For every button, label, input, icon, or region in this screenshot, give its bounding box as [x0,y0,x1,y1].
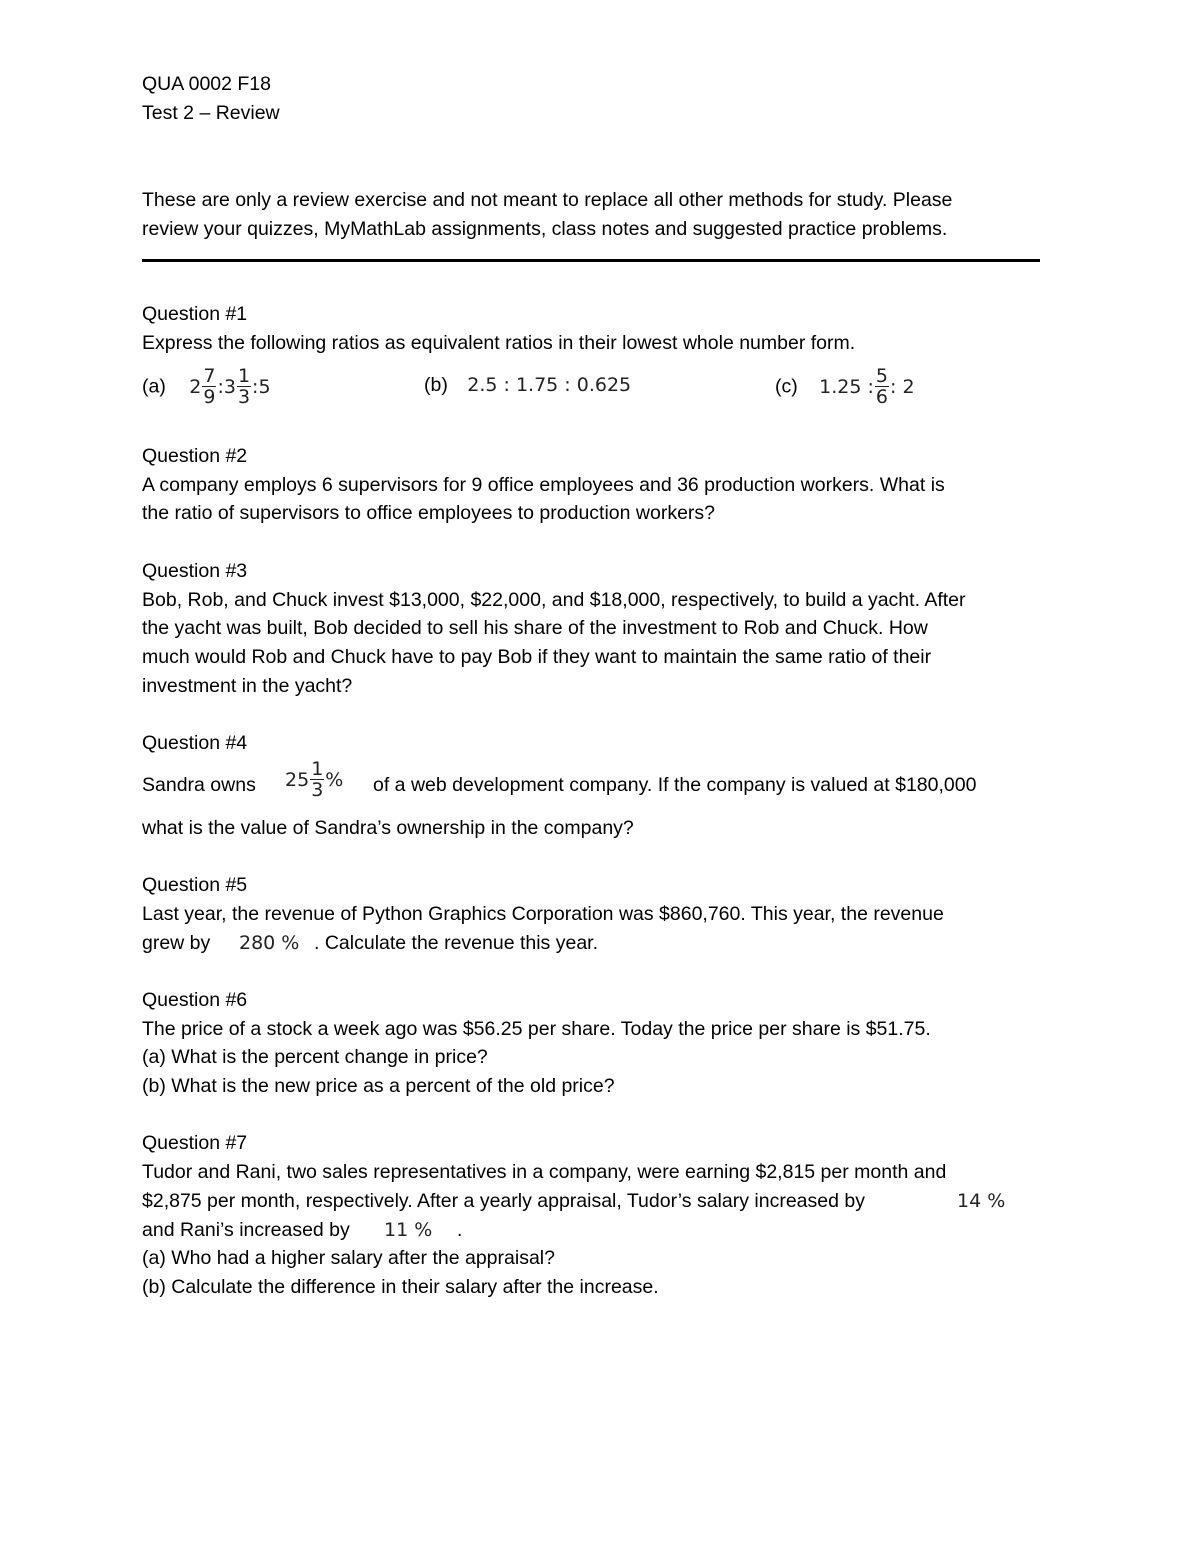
question-text: . Calculate the revenue this year. [314,932,598,954]
question-text: what is the value of Sandra’s ownership in the company? [142,817,634,839]
question-3 [142,557,1052,700]
question-title: Question #2 [142,445,248,467]
question-text: $2,875 per month, respectively. After a yearly appraisal, Tudor’s salary increased by [142,1190,865,1212]
mixed-percent [285,758,344,801]
percent-value: 280 % [239,932,300,954]
ratio-expression [819,365,915,408]
fraction [237,367,251,407]
part-label: (c) [775,375,798,398]
numerator: 7 [203,365,216,387]
q4-percent-expression [285,760,343,800]
denominator: 3 [237,386,251,408]
question-4 [142,729,1052,758]
question-subpart-a: (a) Who had a higher salary after the appraisal? [142,1247,555,1269]
denominator: 9 [203,386,216,408]
numerator: 1 [237,365,251,387]
question-text: much would Rob and Chuck have to pay Bob if they want to maintain the same ratio of their [142,646,932,669]
percent-value: 11 % [384,1219,433,1241]
percent-sign: % [325,768,344,791]
question-7 [142,1129,1052,1186]
q7-rate-tudor [957,1187,1005,1216]
horizontal-divider [142,259,1040,262]
question-subpart-b: (b) Calculate the difference in their salary after the increase. [142,1275,659,1298]
ratio-tail: :5 [252,375,271,398]
question-text: . [457,1219,463,1241]
question-text: A company employs 6 supervisors for 9 office employees and 36 production workers. What is [142,473,945,496]
q1-part-b [424,371,631,400]
percent-value: 14 % [957,1190,1006,1212]
ratio-tail: : 2 [890,375,915,398]
intro-paragraph [142,186,1052,243]
q7-line3-tail [457,1216,462,1245]
q5-rate [239,929,299,958]
q7-line3 [142,1216,350,1245]
question-subpart-b: (b) What is the new price as a percent of the old price? [142,1075,615,1098]
numerator: 5 [875,365,889,387]
question-2 [142,442,1052,528]
question-text: of a web development company. If the company is valued at $180,000 [373,774,977,796]
question-1 [142,300,1052,357]
numerator: 1 [311,758,324,780]
intro-line: These are only a review exercise and not meant to replace all other methods for study. Please [142,189,953,211]
ratio-lead: 1.25 : [819,375,874,398]
fraction [875,367,889,407]
ratio-expression: 2.5 : 1.75 : 0.625 [467,374,632,396]
question-text: grew by [142,932,211,954]
q5-line2-tail [314,929,598,958]
question-title: Question #5 [142,874,248,896]
question-text: the ratio of supervisors to office employees to production workers? [142,502,716,525]
question-text: Sandra owns [142,774,256,796]
question-title: Question #7 [142,1132,248,1154]
q1-part-c [775,367,915,407]
fraction [310,760,324,800]
question-text: Bob, Rob, and Chuck invest $13,000, $22,000, and $18,000, respectively, to build a yacht. After [142,588,966,611]
question-text: The price of a stock a week ago was $56.25 per share. Today the price per share is $51.75. [142,1017,931,1040]
test-title: Test 2 – Review [142,101,280,124]
question-title: Question #4 [142,732,248,754]
question-subpart-a: (a) What is the percent change in price? [142,1046,488,1069]
q5-line2 [142,929,210,958]
question-title: Question #6 [142,989,248,1011]
part-label: (b) [424,374,448,396]
q7-line2 [142,1187,865,1216]
fraction [202,367,216,407]
mixed-whole: 25 [285,768,310,791]
question-title: Question #3 [142,560,248,582]
question-6 [142,986,1052,1101]
q4-line1 [142,771,256,800]
course-code: QUA 0002 F18 [142,73,271,95]
question-text: and Rani’s increased by [142,1219,350,1241]
q4-line1-tail [373,771,976,800]
question-text: Tudor and Rani, two sales representatives in a company, were earning $2,815 per month and [142,1160,947,1183]
mixed-whole: 2 [189,375,202,398]
question-text: Last year, the revenue of Python Graphics Corporation was $860,760. This year, the revenue [142,902,944,925]
denominator: 6 [875,386,889,408]
part-label: (a) [142,375,166,398]
q1-part-a [142,367,271,407]
q7-subparts [142,1244,1052,1301]
question-5 [142,871,1052,928]
denominator: 3 [311,779,324,801]
intro-line: review your quizzes, MyMathLab assignments, class notes and suggested practice problems. [142,217,948,240]
q7-rate-rani [384,1216,432,1245]
question-text: the yacht was built, Bob decided to sell his share of the investment to Rob and Chuck. How [142,617,928,640]
ratio-expression [189,365,271,408]
ratio-separator: :3 [217,375,236,398]
question-text: investment in the yacht? [142,674,353,697]
header [142,70,1052,127]
question-prompt: Express the following ratios as equivalent ratios in their lowest whole number form. [142,331,856,354]
q4-line2 [142,814,634,843]
question-title: Question #1 [142,303,248,325]
